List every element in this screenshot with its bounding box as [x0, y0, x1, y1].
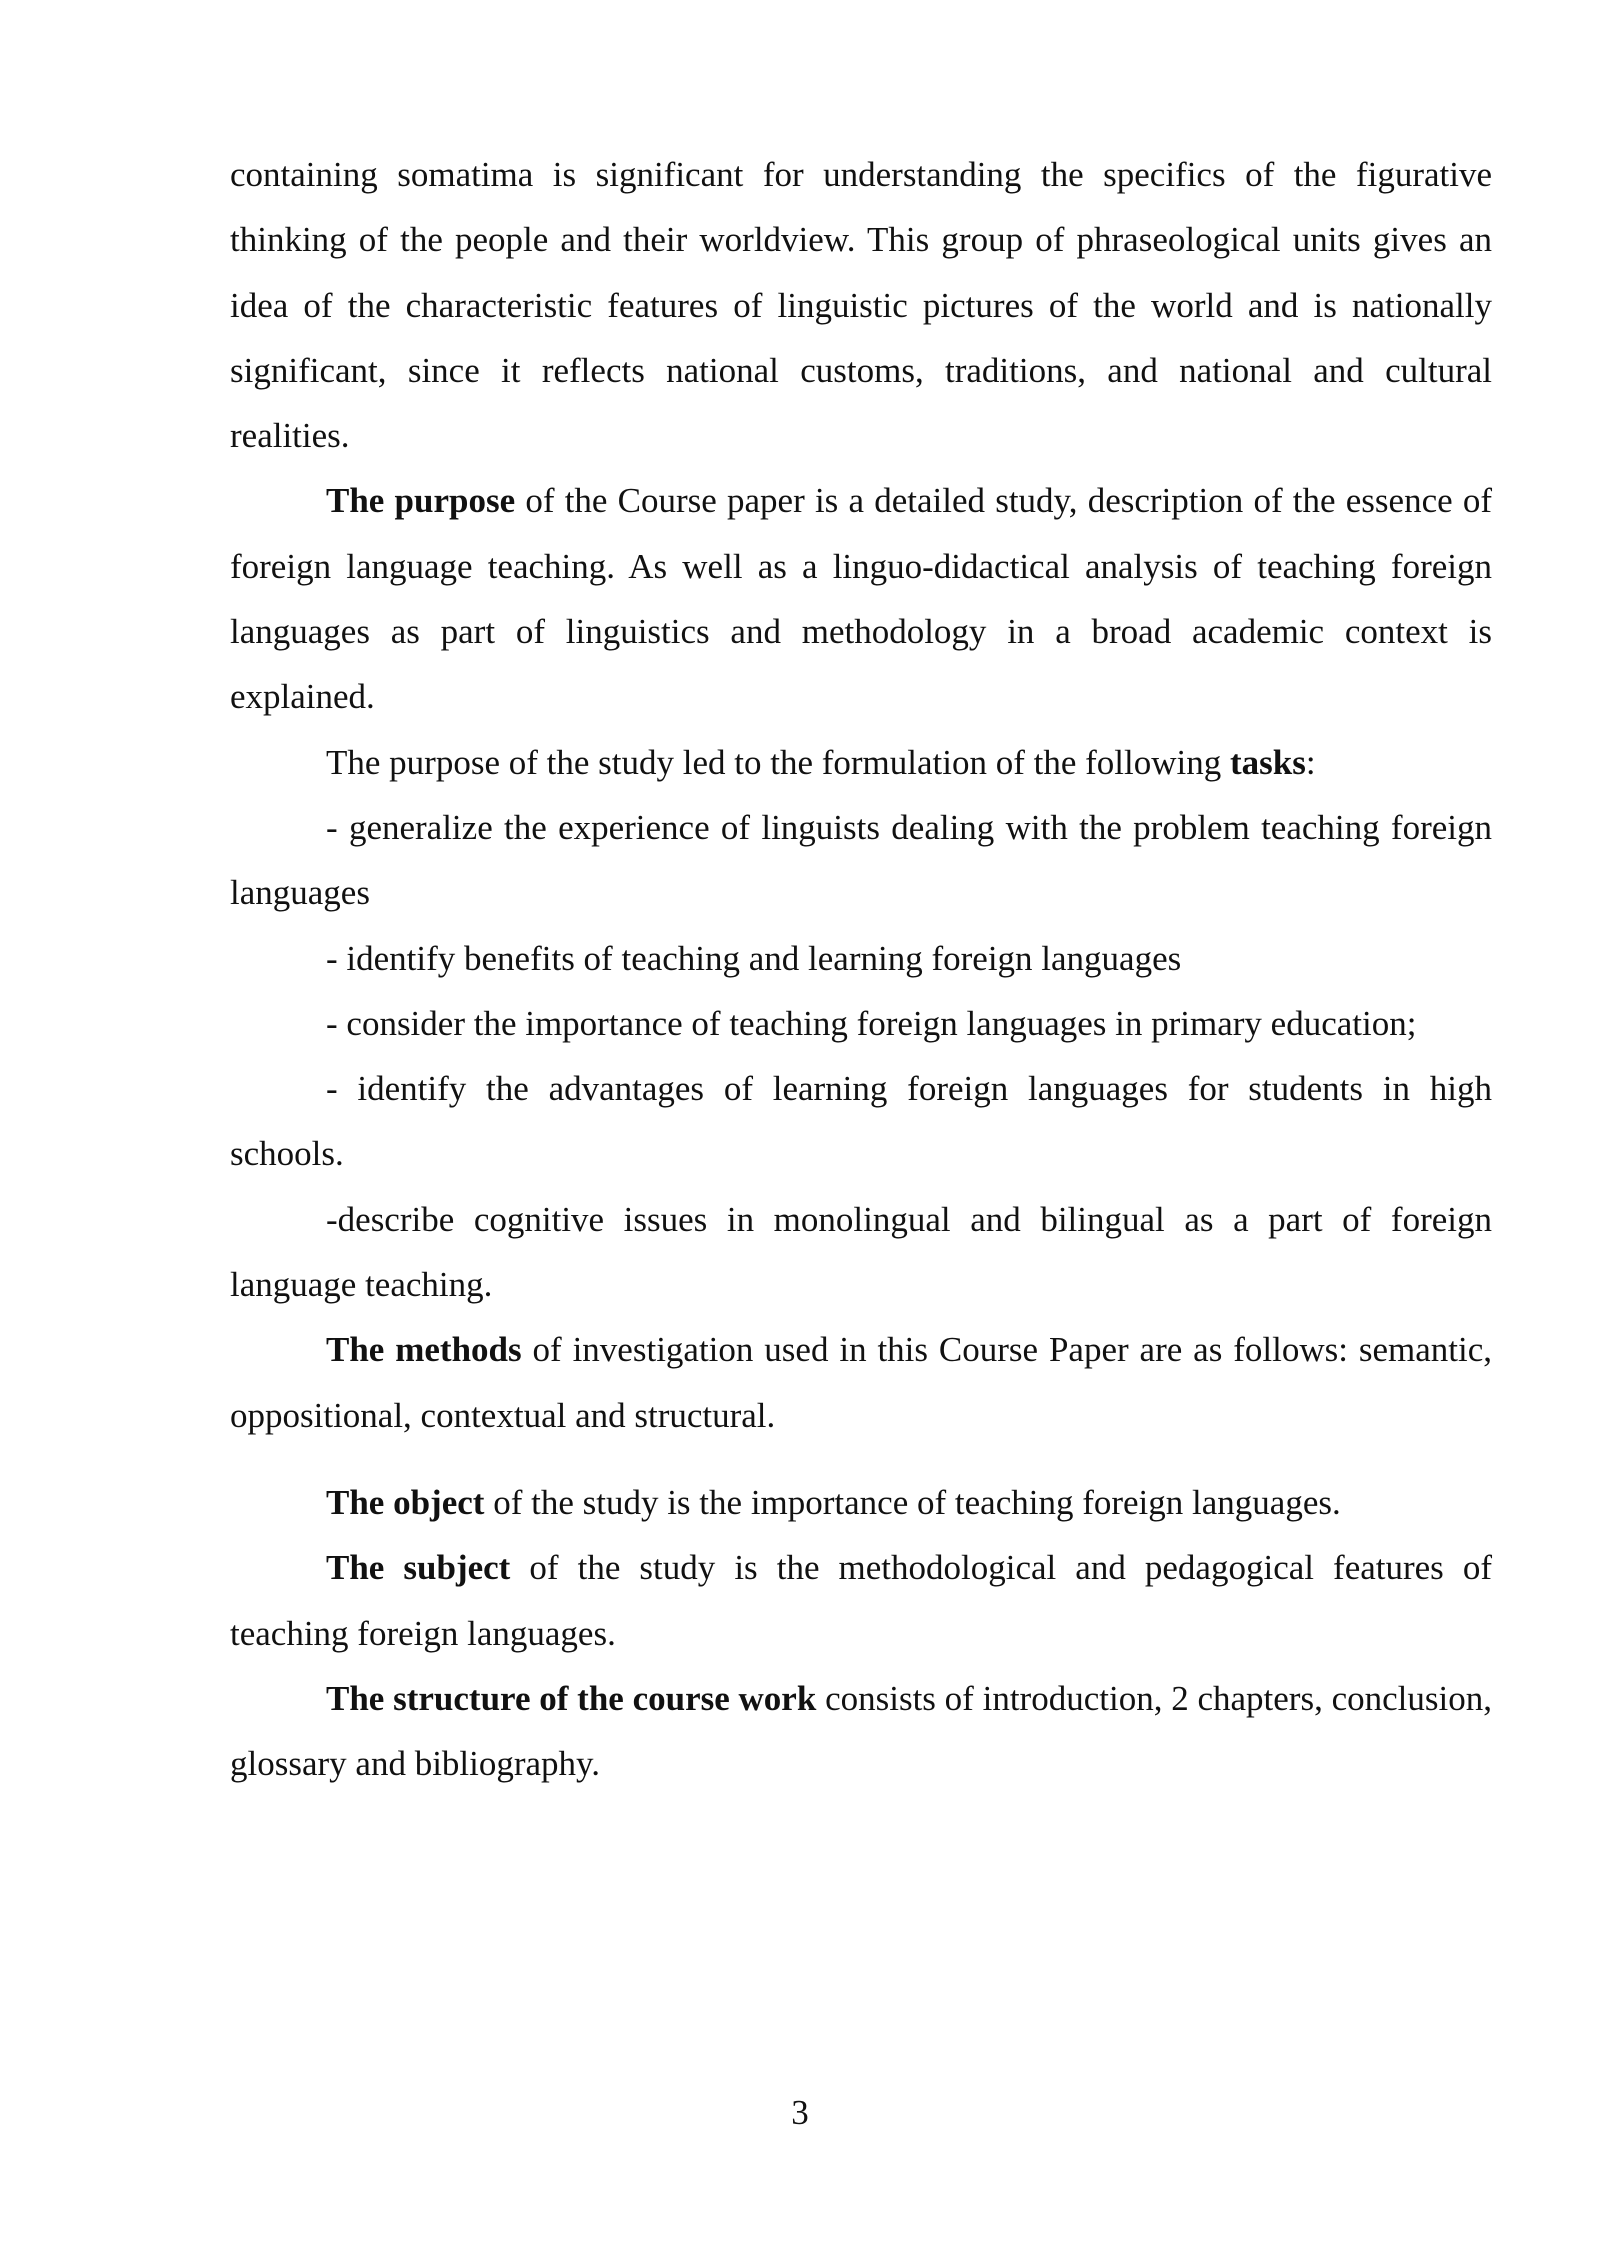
task-item: - identify benefits of teaching and learning foreign languages	[326, 938, 1182, 978]
tasks-intro-colon: :	[1305, 742, 1316, 782]
tasks-label: tasks	[1229, 742, 1306, 782]
methods-text: of investigation used in this Course Paper are as follows: semantic, oppositional, contextual and structural.	[230, 1330, 1492, 1435]
object-label: The object	[326, 1482, 485, 1522]
methods-label: The methods	[326, 1330, 522, 1370]
subject-text: of the study is the methodological and pedagogical features of teaching foreign languages.	[230, 1548, 1493, 1653]
page-number: 3	[791, 2093, 809, 2132]
tasks-intro-text: The purpose of the study led to the formulation of the following	[326, 742, 1230, 782]
page-body	[230, 142, 1492, 1796]
purpose-label: The purpose	[326, 481, 516, 521]
paragraph-object	[230, 1470, 1492, 1535]
task-item: - consider the importance of teaching foreign languages in primary education;	[326, 1003, 1417, 1043]
task-item: - generalize the experience of linguists dealing with the problem teaching foreign languages	[230, 807, 1492, 913]
task-item: - identify the advantages of learning foreign languages for students in high schools.	[230, 1069, 1492, 1174]
paragraph-intro-continuation: containing somatima is significant for understanding the specifics of the figurative thinking of the people and their worldview. This group of phraseological units gives an idea of the characteristic features of linguistic pictures of the world and is nationally significant, since it reflects national customs, traditions, and national and cultural realities.	[230, 155, 1492, 456]
object-text: of the study is the importance of teaching foreign languages.	[484, 1482, 1341, 1522]
paragraph-subject	[230, 1535, 1492, 1666]
paragraph-structure	[230, 1666, 1492, 1797]
task-item: -describe cognitive issues in monolingual and bilingual as a part of foreign language teaching.	[230, 1199, 1492, 1305]
paragraph-methods	[230, 1317, 1492, 1448]
subject-label: The subject	[326, 1548, 511, 1588]
structure-label: The structure of the course work	[326, 1678, 817, 1718]
paragraph-tasks-intro	[230, 730, 1492, 795]
structure-text: consists of introduction, 2 chapters, conclusion, glossary and bibliography.	[230, 1678, 1492, 1784]
paragraph-purpose	[230, 468, 1492, 729]
purpose-text: of the Course paper is a detailed study, description of the essence of foreign language teaching. As well as a linguo-didactical analysis of teaching foreign languages as part of linguistics and methodology in a broad academic context is explained.	[230, 481, 1492, 717]
